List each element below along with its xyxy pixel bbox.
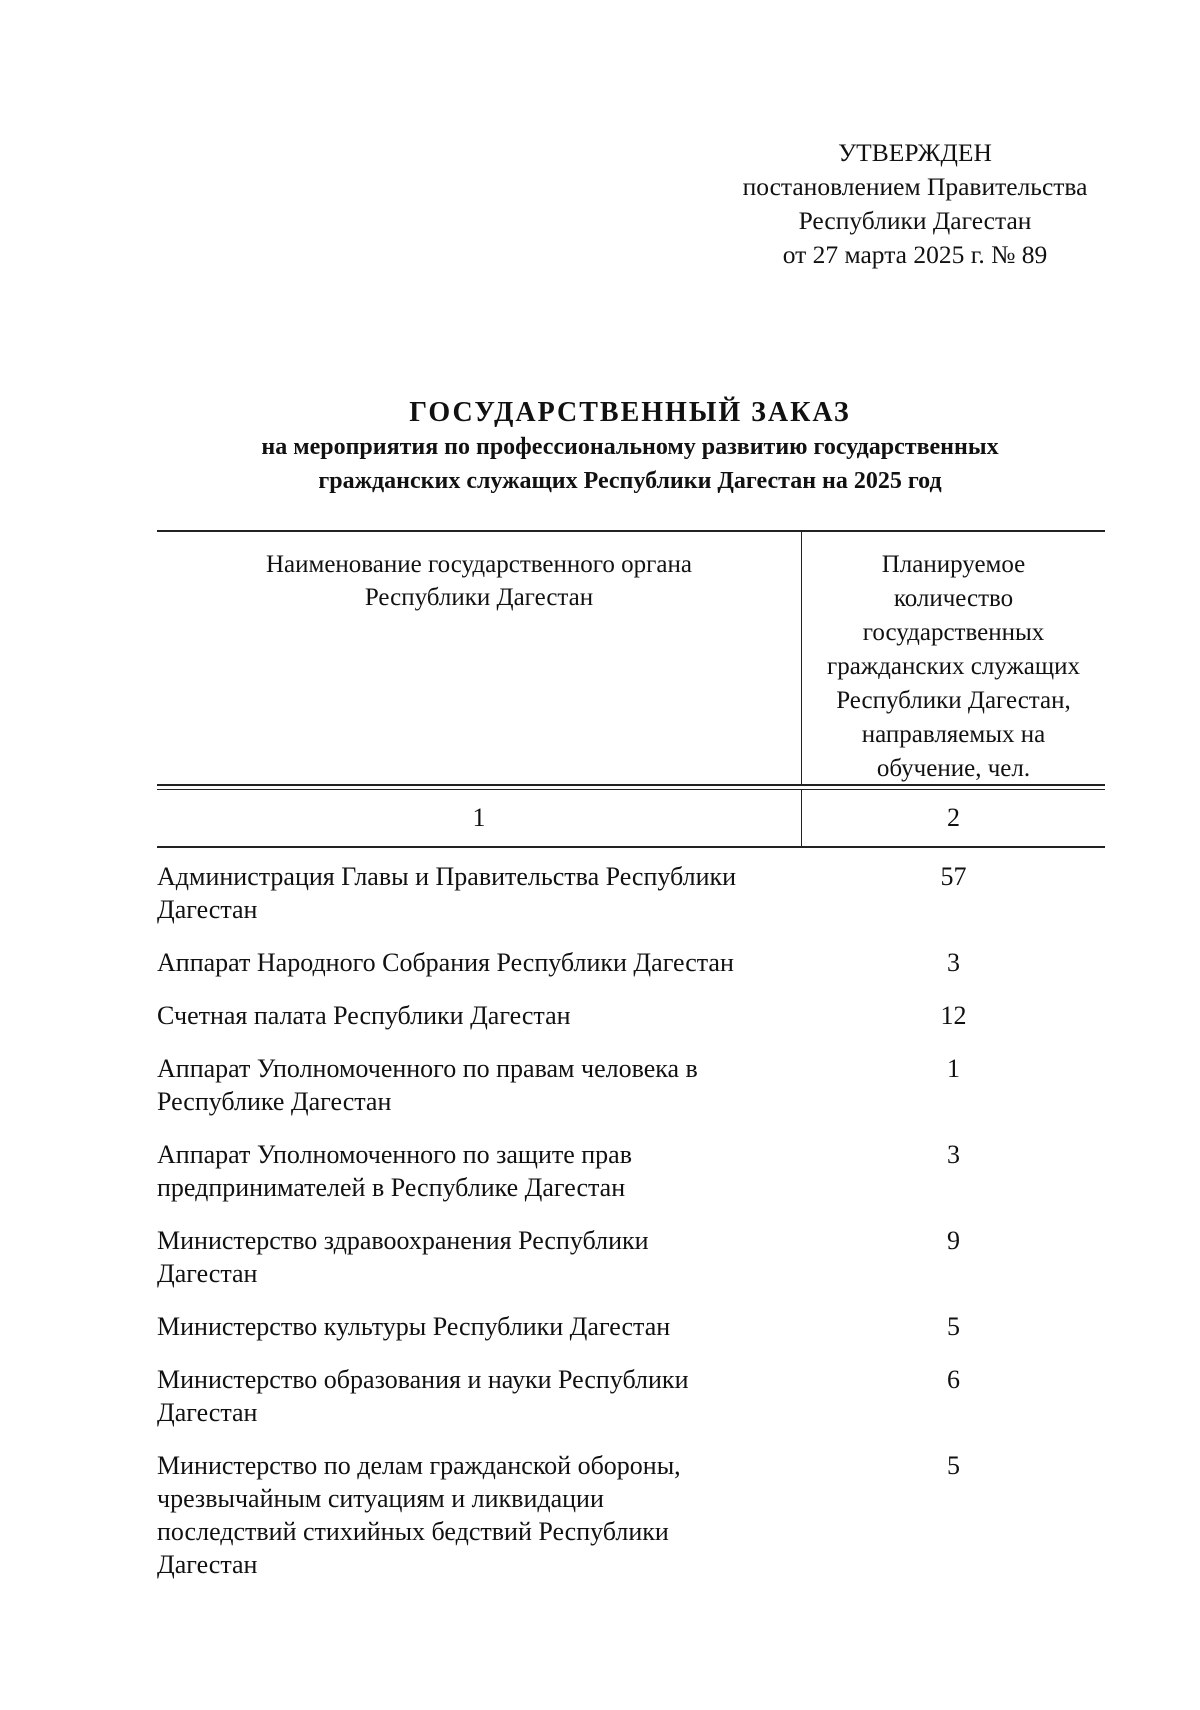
order-table [157,530,1105,1601]
organ-name [157,1052,802,1118]
organ-name-line: чрезвычайным ситуациям и ликвидации [157,1484,604,1513]
organ-name-line: Дагестан [157,895,258,924]
approval-stamp [700,136,1130,272]
organ-name-line: Министерство здравоохранения Республики [157,1226,649,1255]
table-row [157,1449,1105,1581]
organ-name-line: последствий стихийных бедствий Республики [157,1517,669,1546]
planned-count: 57 [940,862,967,891]
planned-count: 9 [947,1226,960,1255]
table-body [157,860,1105,1581]
organ-name-line: Счетная палата Республики Дагестан [157,1001,571,1030]
column-number: 1 [157,790,802,846]
organ-name [157,860,802,926]
column-number: 2 [947,803,960,832]
column-number-row [157,790,1105,846]
page-subtitle: гражданских служащих Республики Дагестан на 2025 год [318,468,942,494]
organ-name [157,1224,802,1290]
organ-name [157,946,802,979]
header-text: Республики Дагестан, [836,687,1071,714]
table-row [157,860,1105,926]
page-title: ГОСУДАРСТВЕННЫЙ ЗАКАЗ [409,397,851,428]
organ-name-line: Аппарат Народного Собрания Республики Дагестан [157,948,734,977]
organ-name [157,1310,802,1343]
organ-name-line: Министерство образования и науки Республики [157,1365,689,1394]
table-divider [157,846,1105,848]
organ-name-line: Администрация Главы и Правительства Республики [157,862,737,891]
organ-name-line: Дагестан [157,1550,258,1579]
table-row [157,1363,1105,1429]
approval-line: постановлением Правительства [742,172,1088,201]
document-title [160,396,1100,498]
organ-name [157,999,802,1032]
header-text: направляемых на [861,721,1046,748]
planned-count: 3 [947,948,960,977]
organ-name-line: Республике Дагестан [157,1087,392,1116]
planned-count: 12 [940,1001,967,1030]
organ-name-line: Дагестан [157,1259,258,1288]
organ-name [157,1449,802,1581]
organ-name-line: Министерство по делам гражданской обороны, [157,1451,681,1480]
table-row [157,1052,1105,1118]
organ-name-line: Министерство культуры Республики Дагестан [157,1312,671,1341]
organ-name-line: Аппарат Уполномоченного по защите прав [157,1140,632,1169]
organ-name-line: Дагестан [157,1398,258,1427]
header-organ-name [157,532,802,784]
approval-title: УТВЕРЖДЕН [838,138,992,167]
table-header [157,532,1105,784]
planned-count: 3 [947,1140,960,1169]
header-text: Наименование государственного органа [265,551,692,578]
table-row [157,1310,1105,1343]
organ-name [157,1363,802,1429]
table-row [157,946,1105,979]
table-row [157,999,1105,1032]
organ-name-line: предпринимателей в Республике Дагестан [157,1173,626,1202]
header-text: количество [893,585,1014,612]
header-text: гражданских служащих [827,653,1080,680]
planned-count: 6 [947,1365,960,1394]
header-text: Планируемое [881,551,1026,578]
planned-count: 5 [947,1451,960,1480]
page-subtitle: на мероприятия по профессиональному развитию государственных [261,434,999,460]
table-row [157,1138,1105,1204]
header-text: государственных [862,619,1045,646]
planned-count: 5 [947,1312,960,1341]
approval-line: Республики Дагестан [798,206,1032,235]
organ-name-line: Аппарат Уполномоченного по правам человека в [157,1054,698,1083]
approval-date: от 27 марта 2025 г. № 89 [782,240,1048,269]
header-text: Республики Дагестан [364,584,594,611]
organ-name [157,1138,802,1204]
table-row [157,1224,1105,1290]
header-planned-count [802,532,1105,784]
planned-count: 1 [947,1054,960,1083]
header-text: обучение, чел. [876,755,1031,782]
